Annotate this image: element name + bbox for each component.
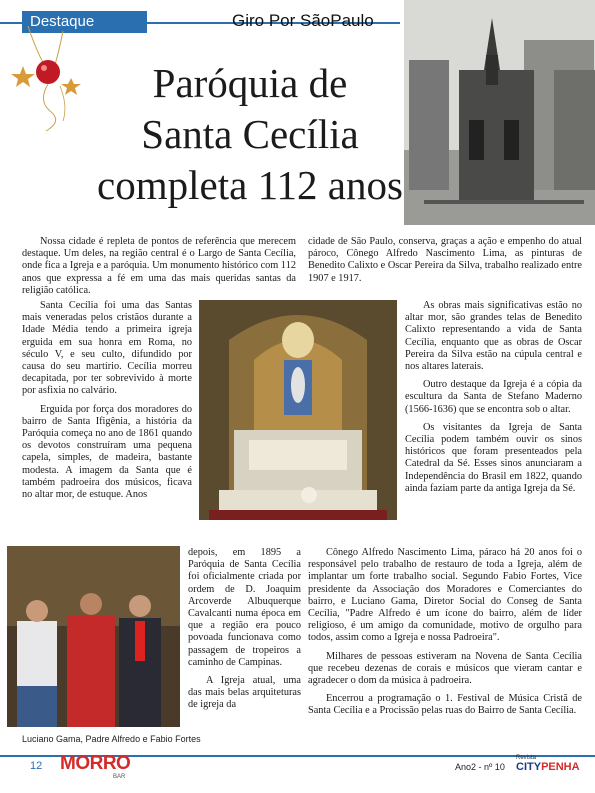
page-title (90, 58, 410, 211)
christmas-ornament-icon (8, 26, 88, 136)
col3-paragraph-3: Os visitantes da Igreja de Santa Cecília podem também ouvir os sinos históricos que foram presenteados pela Catedral da Sé. Esses sinos anunciaram a Independência do Brasil em 1822, quando ainda faziam parte da antiga Igreja da Sé. (405, 421, 582, 494)
col4-paragraph-3: Encerrou a programação o 1. Festival de Música Cristã de Santa Cecília e a Procissão pelas ruas do Bairro de Santa Cecília. (308, 693, 582, 717)
title-line-2: Santa Cecília (141, 111, 359, 157)
col3-paragraph-2: Outro destaque da Igreja é a cópia da escultura da Santa de Stefano Maderno (1566-1636) que se encontra sob o altar. (405, 379, 582, 415)
right-column-top (308, 236, 582, 291)
city-penha-logo (516, 761, 580, 773)
penha-label: PENHA (541, 761, 580, 773)
column-3 (405, 300, 582, 501)
col1-paragraph-2: Erguida por força dos moradores do bairro de Santa Ifigênia, a história da Paróquia começa no ano de 1861 quando os devotos construíram uma pequena capela, simples, de madeira, bastante modesta. A imagem da Santa que é também padroeira dos músicos, ficava no altar mor, de estuque. Anos (22, 403, 192, 501)
church-historic-photo (404, 0, 595, 225)
column-2 (188, 547, 301, 718)
col3-paragraph-1: As obras mais significativas estão no altar mor, são grandes telas de Benedito Calixto representando a vida de Santa Cecília, enquanto que as obras de Oscar Pereira da Silva estão na cúpula central e nos altares laterais. (405, 300, 582, 373)
col4-paragraph-2: Milhares de pessoas estiveram na Novena de Santa Cecília que recebeu dezenas de corais e músicos que vieram cantar e agradecer o dom da música à padroeira. (308, 650, 582, 687)
city-label: CITY (516, 761, 542, 773)
col4-paragraph-1: Cônego Alfredo Nascimento Lima, páraco há 20 anos foi o responsável pelo trabalho de restauro de toda a Igreja, além de implantar um forte trabalho social. Segundo Fabio Fortes, Vice presidente da Associação dos Moradores e Comerciantes do bairro, e Luciano Gama, Diretor Social do Conseg de Santa Cecília, "Padre Alfredo é um ícone do bairro, além de líder religioso, é um amigo da comunidade, motivo de orgulho para todos, assim como a Igreja e nossa Padroeira". (308, 547, 582, 644)
issue-info: Ano2 - nº 10 (455, 762, 505, 772)
right-top-text: cidade de São Paulo, conserva, graças a ação e empenho do atual pároco, Cônego Alfredo Nascimento Lima, as pinturas de Benedito Calixto e Oscar Pereira da Silva, trabalho realizado entre 1907 e 1917. (308, 236, 582, 284)
col1-paragraph-1: Santa Cecília foi uma das Santas mais veneradas pelos cristãos durante a Idade Média tendo a primeira igreja erguida em sua honra em Roma, no século V, e seu culto, difundido por causa do seu martírio. Cecília morreu decapitada, por ter sobrevivido à morte por asfixia no calvário. (22, 300, 192, 397)
people-photo (7, 546, 180, 727)
altar-photo (199, 300, 397, 520)
title-line-3: completa 112 anos (97, 162, 403, 208)
intro-text: Nossa cidade é repleta de pontos de referência que merecem destaque. Um deles, na região central é o Largo de Santa Cecília, onde fica a Igreja e a paróquia. Um monumento histórico com 112 anos que expressa a fé em uma das mais queridas santas da religião católica. (22, 236, 296, 296)
title-line-1: Paróquia de (152, 60, 348, 106)
morro-logo-subtext: BAR (113, 774, 126, 780)
section-tag: Destaque (22, 11, 147, 33)
intro-paragraph (22, 236, 296, 303)
column-1 (22, 300, 192, 507)
col2-paragraph-1: depois, em 1895 a Paróquia de Santa Cecília foi oficialmente criada por ordem de D. Joaquim Arcoverde Albuquerque Cavalcanti numa época em que a região era pouco povoada funcionava como passagem de tropeiros a caminho de Campinas. (188, 547, 301, 668)
column-4 (308, 547, 582, 724)
col2-paragraph-2: A Igreja atual, uma das mais belas arquiteturas de igreja da (188, 675, 301, 711)
page-number: 12 (30, 760, 43, 772)
morro-logo: MORRO (60, 753, 131, 774)
revista-label: Revista (516, 755, 537, 761)
section-title: Giro Por SãoPaulo (232, 11, 374, 30)
photo-caption: Luciano Gama, Padre Alfredo e Fabio Fortes (22, 734, 201, 744)
